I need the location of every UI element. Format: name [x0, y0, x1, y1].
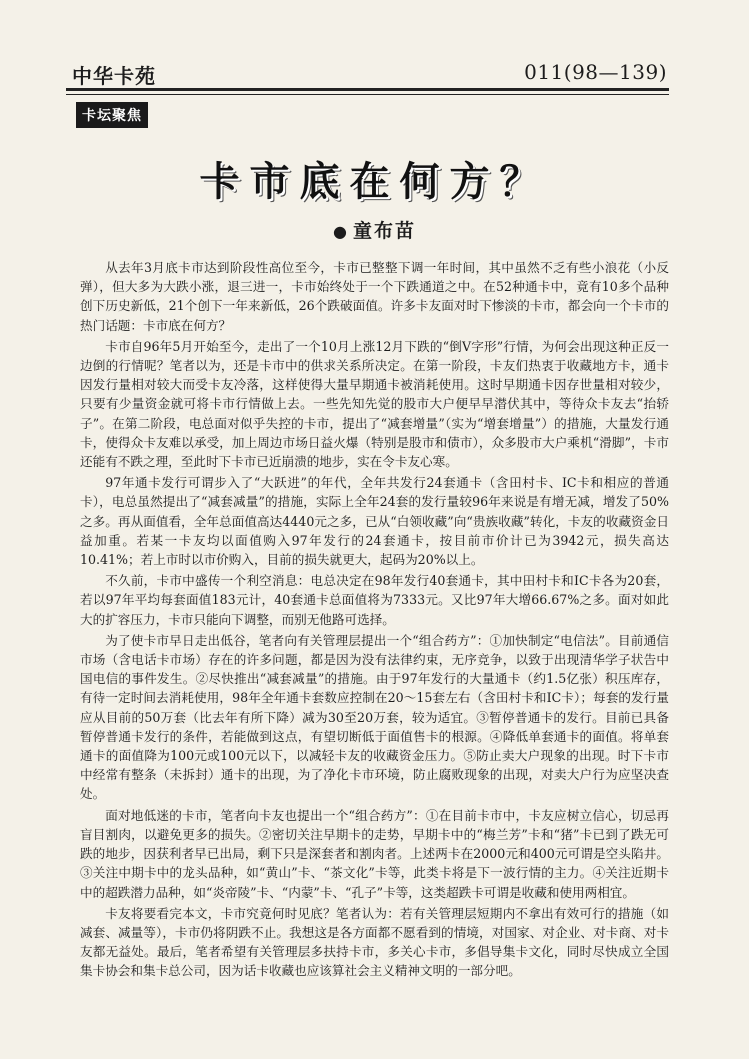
magazine-name: 中华卡苑	[72, 64, 156, 88]
author-line	[0, 216, 749, 243]
paragraph: 卡友将要看完本文，卡市究竟何时见底？笔者认为：若有关管理层短期内不拿出有效可行的措施（如减套、减量等），卡市仍将阴跌不止。我想这是各方面都不愿看到的情境，对国家、对企业、对卡商、对卡友都无益处。最后，笔者希望有关管理层多扶持卡市，多关心卡市，多倡导集卡文化，同时尽快成立全国集卡协会和集卡总公司，因为话卡收藏也应该算社会主义精神文明的一部分吧。	[80, 905, 669, 979]
author-name: 童布苗	[352, 220, 416, 242]
article-title: 卡市底在何方？	[199, 159, 550, 205]
paragraph: 不久前，卡市中盛传一个利空消息：电总决定在98年发行40套通卡，其中田村卡和IC卡各为20套，若以97年平均每套面值183元计，40套通卡总面值将为7333元。又比97年大增66.67%之多。面对如此大的扩容压力，卡市只能向下调整，而别无他路可选择。	[80, 573, 669, 627]
paragraph: 为了使卡市早日走出低谷，笔者向有关管理层提出一个“组合药方”：①加快制定“电信法”。目前通信市场（含电话卡市场）存在的许多问题，都是因为没有法律约束，无序竞争，以致于出现清华学子状告中国电信的事件发生。②尽快推出“减套减量”的措施。由于97年发行的大量通卡（约1.5亿张）积压库存，有待一定时间去消耗使用，98年全年通卡套数应控制在20～15套左右（含田村卡和IC卡）；每套的发行量应从目前的50万套（比去年有所下降）减为30至20万套，较为适宜。③暂停普通卡的发行。目前已具备暂停普通卡发行的条件，若能做到这点，有望切断低于面值售卡的根源。④降低单套通卡的面值。将单套通卡的面值降为100元或100元以下，以减轻卡友的收藏资金压力。⑤防止卖大户现象的出现。时下卡市中经常有整条（未拆封）通卡的出现，为了净化卡市环境，防止腐败现象的出现，对卖大户行为应坚决查处。	[80, 632, 669, 802]
bullet-icon: ●	[333, 222, 349, 241]
article-body	[80, 258, 669, 983]
column-tag: 卡坛聚焦	[76, 102, 148, 128]
header-rule	[66, 88, 669, 95]
paragraph: 从去年3月底卡市达到阶段性高位至今，卡市已整整下调一年时间，其中虽然不乏有些小浪花（小反弹），但大多为大跌小涨，退三进一，卡市始终处于一个下跌通道之中。在52种通卡中，竟有10多个品种创下历史新低，21个创下一年来新低，26个跌破面值。许多卡友面对时下惨淡的卡市，都会向一个卡市的热门话题：卡市底在何方？	[80, 260, 669, 333]
paragraph: 面对地低迷的卡市，笔者向卡友也提出一个“组合药方”：①在目前卡市中，卡友应树立信心，切忌再盲目割肉，以避免更多的损失。②密切关注早期卡的走势，早期卡中的“梅兰芳”卡和“猪”卡已到了跌无可跌的地步，因获利者早已出局，剩下只是深套者和割肉者。上述两卡在2000元和400元可谓是空头陷井。③关注中期卡中的龙头品种，如“黄山”卡、“茶文化”卡等，此类卡将是下一波行情的主力。④关注近期卡中的超跌潜力品种，如“炎帝陵”卡、“内蒙”卡、“孔子”卡等，这类超跌卡可谓是收藏和使用两相宜。	[80, 807, 669, 900]
issue-number: 011(98—139)	[524, 60, 667, 84]
paragraph: 97年通卡发行可谓步入了“大跃进”的年代，全年共发行24套通卡（含田村卡、IC卡和相应的普通卡），电总虽然提出了“减套减量”的措施，实际上全年24套的发行量较96年来说是有增无减，增发了50%之多。再从面值看，全年总面值高达4440元之多，已从“白领收藏”向“贵族收藏”转化，卡友的收藏资金日益加重。若某一卡友均以面值购入97年发行的24套通卡，按目前市价计已为3942元，损失高达10.41%；若上市时以市价购入，目前的损失就更大，起码为20%以上。	[80, 475, 669, 568]
paragraph: 卡市自96年5月开始至今，走出了一个10月上涨12月下跌的“倒Ⅴ字形”行情，为何会出现这种正反一边倒的行情呢？笔者以为，还是卡市中的供求关系所决定。在第一阶段，卡友们热衷于收藏地方卡，通卡因发行量相对较大而受卡友冷落，这样使得大量早期通卡被消耗使用。这时早期通卡因存世量相对较少，只要有少量资金就可将卡市行情做上去。一些先知先觉的股市大户便早早潜伏其中，等待众卡友去“抬轿子”。在第二阶段，电总面对似乎失控的卡市，提出了“减套增量”（实为“增套增量”）的措施，大量发行通卡，使得众卡友难以承受，加上周边市场日益火爆（特别是股市和债市），众多股市大户乘机“滑脚”，卡市还能有不跌之理，至此时下卡市已近崩溃的地步，实在令卡友心寒。	[80, 338, 669, 470]
